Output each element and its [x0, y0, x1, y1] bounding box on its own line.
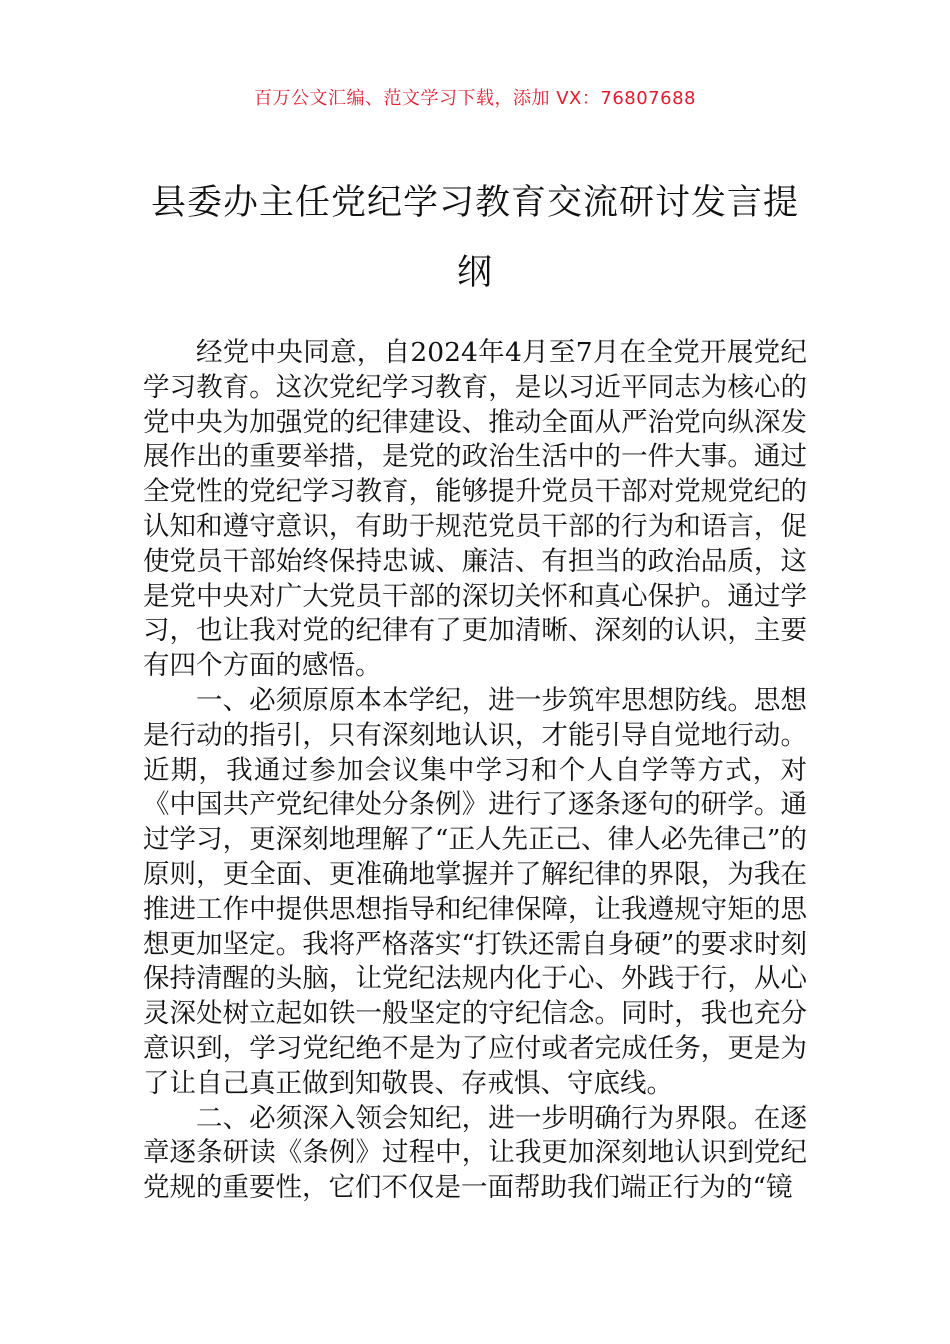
body-paragraph: 经党中央同意，自2024年4月至7月在全党开展党纪学习教育。这次党纪学习教育，是以习近平同志为核心的党中央为加强党的纪律建设、推动全面从严治党向纵深发展作出的重要举措，是党的政治生活中的一件大事。通过全党性的党纪学习教育，能够提升党员干部对党规党纪的认知和遵守意识，有助于规范党员干部的行为和语言，促使党员干部始终保持忠诚、廉洁、有担当的政治品质，这是党中央对广大党员干部的深切关怀和真心保护。通过学习，也让我对党的纪律有了更加清晰、深刻的认识，主要有四个方面的感悟。: [143, 337, 807, 682]
document-body: [143, 336, 807, 1206]
document-title: 县委办主任党纪学习教育交流研讨发言提纲: [150, 183, 799, 293]
watermark-text: 百万公文汇编、范文学习下载，添加 VX：76807688: [254, 88, 696, 109]
body-paragraph: 一、必须原原本本学纪，进一步筑牢思想防线。思想是行动的指引，只有深刻地认识，才能引导自觉地行动。近期，我通过参加会议集中学习和个人自学等方式，对《中国共产党纪律处分条例》进行了逐条逐句的研学。通过学习，更深刻地理解了“正人先正己、律人必先律己”的原则，更全面、更准确地掌握并了解纪律的界限，为我在推进工作中提供思想指导和纪律保障，让我遵规守矩的思想更加坚定。我将严格落实“打铁还需自身硬”的要求时刻保持清醒的头脑，让党纪法规内化于心、外践于行，从心灵深处树立起如铁一般坚定的守纪信念。同时，我也充分意识到，学习党纪绝不是为了应付或者完成任务，更是为了让自己真正做到知敬畏、存戒惧、守底线。: [143, 684, 807, 1099]
body-paragraph: 二、必须深入领会知纪，进一步明确行为界限。在逐章逐条研读《条例》过程中，让我更加深刻地认识到党纪党规的重要性，它们不仅是一面帮助我们端正行为的“镜: [143, 1102, 807, 1204]
